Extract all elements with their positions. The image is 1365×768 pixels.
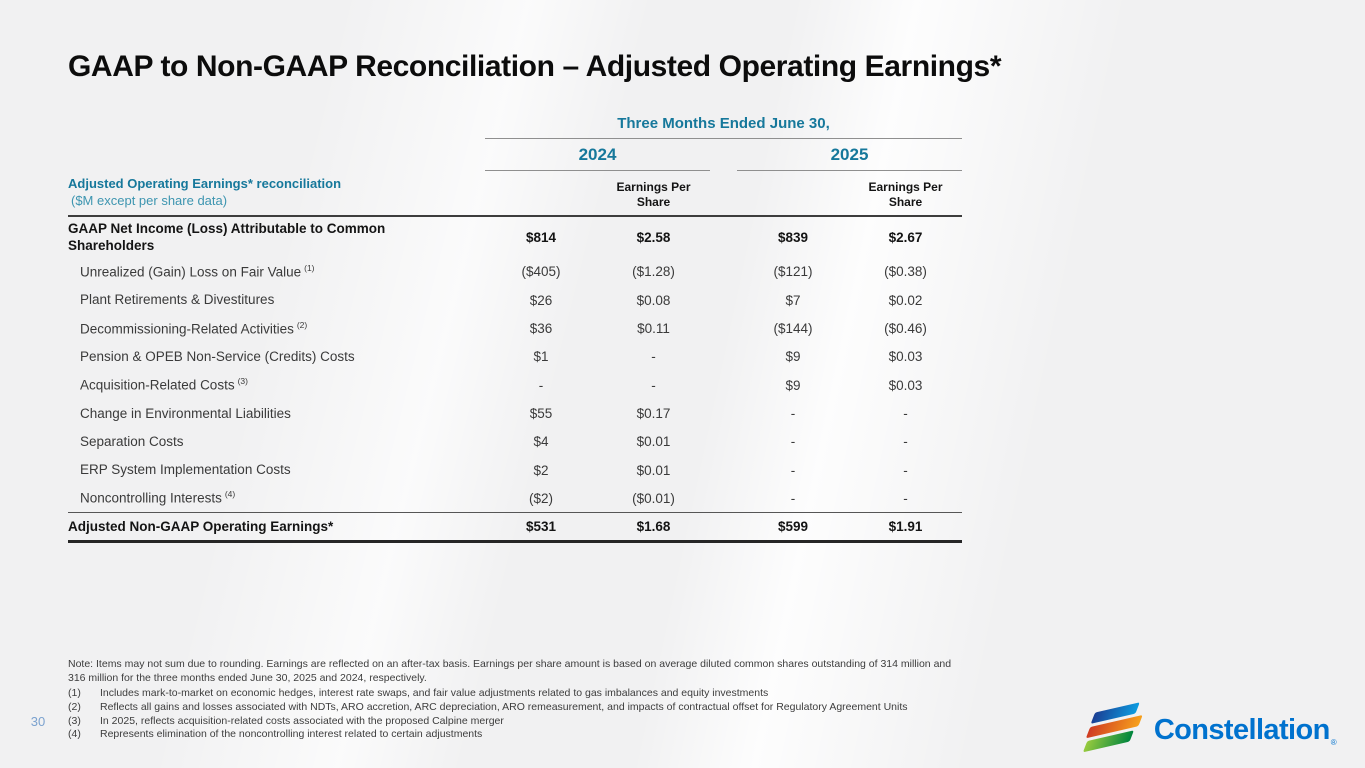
footnote-list <box>68 687 1008 742</box>
footnotes <box>68 658 1008 742</box>
table-row <box>68 286 962 314</box>
period-header: Three Months Ended June 30, <box>485 112 962 139</box>
cell-value: - <box>790 405 796 421</box>
table-row <box>68 484 962 512</box>
cell-value: ($2) <box>528 490 553 506</box>
table-row <box>68 399 962 427</box>
eps-header-label: Earnings Per Share <box>868 179 943 209</box>
table-left-header <box>68 176 485 215</box>
table-left-header-title: Adjusted Operating Earnings* reconciliation <box>68 176 342 191</box>
cell-value: $0.01 <box>636 462 671 478</box>
column-header-row <box>68 171 962 217</box>
footnote-reference: (2) <box>296 319 308 330</box>
cell-value: $9 <box>785 349 801 365</box>
footnote-reference: (1) <box>304 262 315 273</box>
cell-value: - <box>790 434 796 450</box>
row-label-text: Unrealized (Gain) Loss on Fair Value <box>80 264 302 280</box>
cell-value: $2 <box>533 462 549 478</box>
footnote-note: Note: Items may not sum due to rounding. Earnings are reflected on an after-tax basis. Earnings per share amount is based on average diluted common shares outstanding of 314 million and 316 million for the three months ended June 30, 2025 and 2024, respectively. <box>68 658 952 684</box>
row-label <box>68 348 475 366</box>
cell-value: ($1.28) <box>632 264 675 280</box>
cell-value: $1 <box>533 349 549 365</box>
footnote-item <box>68 701 1008 715</box>
row-label-text: Separation Costs <box>80 433 184 449</box>
table-row <box>68 314 962 342</box>
year-header-row <box>68 139 962 171</box>
footnote-text: Includes mark-to-market on economic hedges, interest rate swaps, and fair value adjustments related to gas imbalances and equity investments <box>100 687 769 700</box>
year-2024-header: 2024 <box>485 139 710 171</box>
footnote-number: (2) <box>68 700 81 713</box>
row-label <box>68 518 463 536</box>
table-row <box>68 456 962 484</box>
cell-value: $0.08 <box>636 292 671 308</box>
cell-value: ($0.46) <box>884 321 927 337</box>
row-label <box>68 263 475 281</box>
cell-value: ($0.01) <box>632 490 675 506</box>
footnote-reference: (4) <box>224 489 236 500</box>
logo-brand-text: Constellation <box>1153 713 1330 746</box>
logo-wordmark <box>1154 714 1335 747</box>
cell-value: ($121) <box>773 264 813 280</box>
cell-value: $0.17 <box>636 405 671 421</box>
cell-value: - <box>790 462 796 478</box>
cell-value: $26 <box>529 292 553 308</box>
row-label-text: ERP System Implementation Costs <box>80 462 291 478</box>
footnote-reference: (3) <box>237 376 248 387</box>
cell-value: - <box>651 377 656 393</box>
table-row <box>68 371 962 399</box>
table-body <box>68 217 962 544</box>
cell-value: $2.58 <box>636 229 671 245</box>
eps-header-label: Earnings Per Share <box>616 179 691 209</box>
cell-value: - <box>903 434 908 450</box>
row-label-text: Pension & OPEB Non-Service (Credits) Costs <box>80 349 355 365</box>
cell-value: - <box>903 490 908 506</box>
constellation-logo <box>1081 708 1335 752</box>
cell-value: ($144) <box>773 321 813 337</box>
footnote-text: In 2025, reflects acquisition-related costs associated with the proposed Calpine merger <box>100 714 504 727</box>
cell-value: $0.03 <box>888 349 923 365</box>
table-row <box>68 258 962 286</box>
cell-value: $4 <box>533 434 549 450</box>
table-row <box>68 428 962 456</box>
row-label-text: Plant Retirements & Divestitures <box>80 292 275 308</box>
row-label <box>68 220 463 255</box>
row-label <box>68 461 475 479</box>
row-label-text: Adjusted Non-GAAP Operating Earnings* <box>68 519 334 535</box>
eps-header-2024 <box>597 180 710 215</box>
cell-value: $814 <box>525 229 557 245</box>
cell-value: - <box>903 405 908 421</box>
cell-value: $0.03 <box>888 377 923 393</box>
row-label-text: Acquisition-Related Costs <box>80 377 235 393</box>
footnote-number: (4) <box>68 728 81 741</box>
table-row <box>68 217 962 258</box>
cell-value: $531 <box>525 519 557 535</box>
footnote-number: (3) <box>68 714 81 727</box>
cell-value: $7 <box>785 292 801 308</box>
row-label-text: Change in Environmental Liabilities <box>80 405 291 421</box>
period-header-row <box>68 112 962 139</box>
cell-value: $0.01 <box>636 434 671 450</box>
footnote-number: (1) <box>68 687 81 700</box>
eps-header-2025 <box>849 180 962 215</box>
cell-value: $839 <box>777 229 809 245</box>
cell-value: ($405) <box>521 264 561 280</box>
row-label <box>68 489 475 507</box>
table-left-header-units: ($M except per share data) <box>71 192 228 208</box>
cell-value: $2.67 <box>888 229 923 245</box>
footnote-item <box>68 687 1008 701</box>
footnote-text: Reflects all gains and losses associated with NDTs, ARO accretion, ARC depreciation, ARO remeasurement, and impacts of contractual offset for Regulatory Agreement Units <box>100 700 908 713</box>
constellation-swoosh-icon <box>1077 701 1149 758</box>
cell-value: $55 <box>529 405 553 421</box>
reconciliation-table <box>68 112 962 543</box>
row-label <box>68 433 475 451</box>
page-number: 30 <box>30 714 46 729</box>
cell-value: $9 <box>785 377 801 393</box>
cell-value: $0.11 <box>637 321 670 337</box>
cell-value: $1.68 <box>636 519 671 535</box>
row-label <box>68 376 475 394</box>
table-row <box>68 512 962 543</box>
registered-mark: ® <box>1330 737 1336 747</box>
page-title: GAAP to Non-GAAP Reconciliation – Adjusted Operating Earnings* <box>68 50 1002 83</box>
year-2025-header: 2025 <box>737 139 962 171</box>
cell-value: $0.02 <box>888 292 923 308</box>
cell-value: $599 <box>777 519 809 535</box>
footnote-item <box>68 728 1008 742</box>
table-row <box>68 343 962 371</box>
cell-value: ($0.38) <box>884 264 927 280</box>
row-label-text: Noncontrolling Interests <box>80 490 222 506</box>
row-label-text: Decommissioning-Related Activities <box>80 321 294 336</box>
footnote-item <box>68 715 1008 729</box>
row-label <box>68 291 475 309</box>
cell-value: - <box>903 462 908 478</box>
cell-value: $36 <box>529 321 553 337</box>
cell-value: - <box>651 349 656 365</box>
footnote-text: Represents elimination of the noncontrolling interest related to certain adjustments <box>100 728 483 741</box>
row-label-text: GAAP Net Income (Loss) Attributable to Common Shareholders <box>68 220 386 254</box>
row-label <box>68 320 475 338</box>
cell-value: $1.91 <box>888 519 923 535</box>
cell-value: - <box>538 377 544 393</box>
row-label <box>68 405 475 423</box>
cell-value: - <box>790 490 796 506</box>
